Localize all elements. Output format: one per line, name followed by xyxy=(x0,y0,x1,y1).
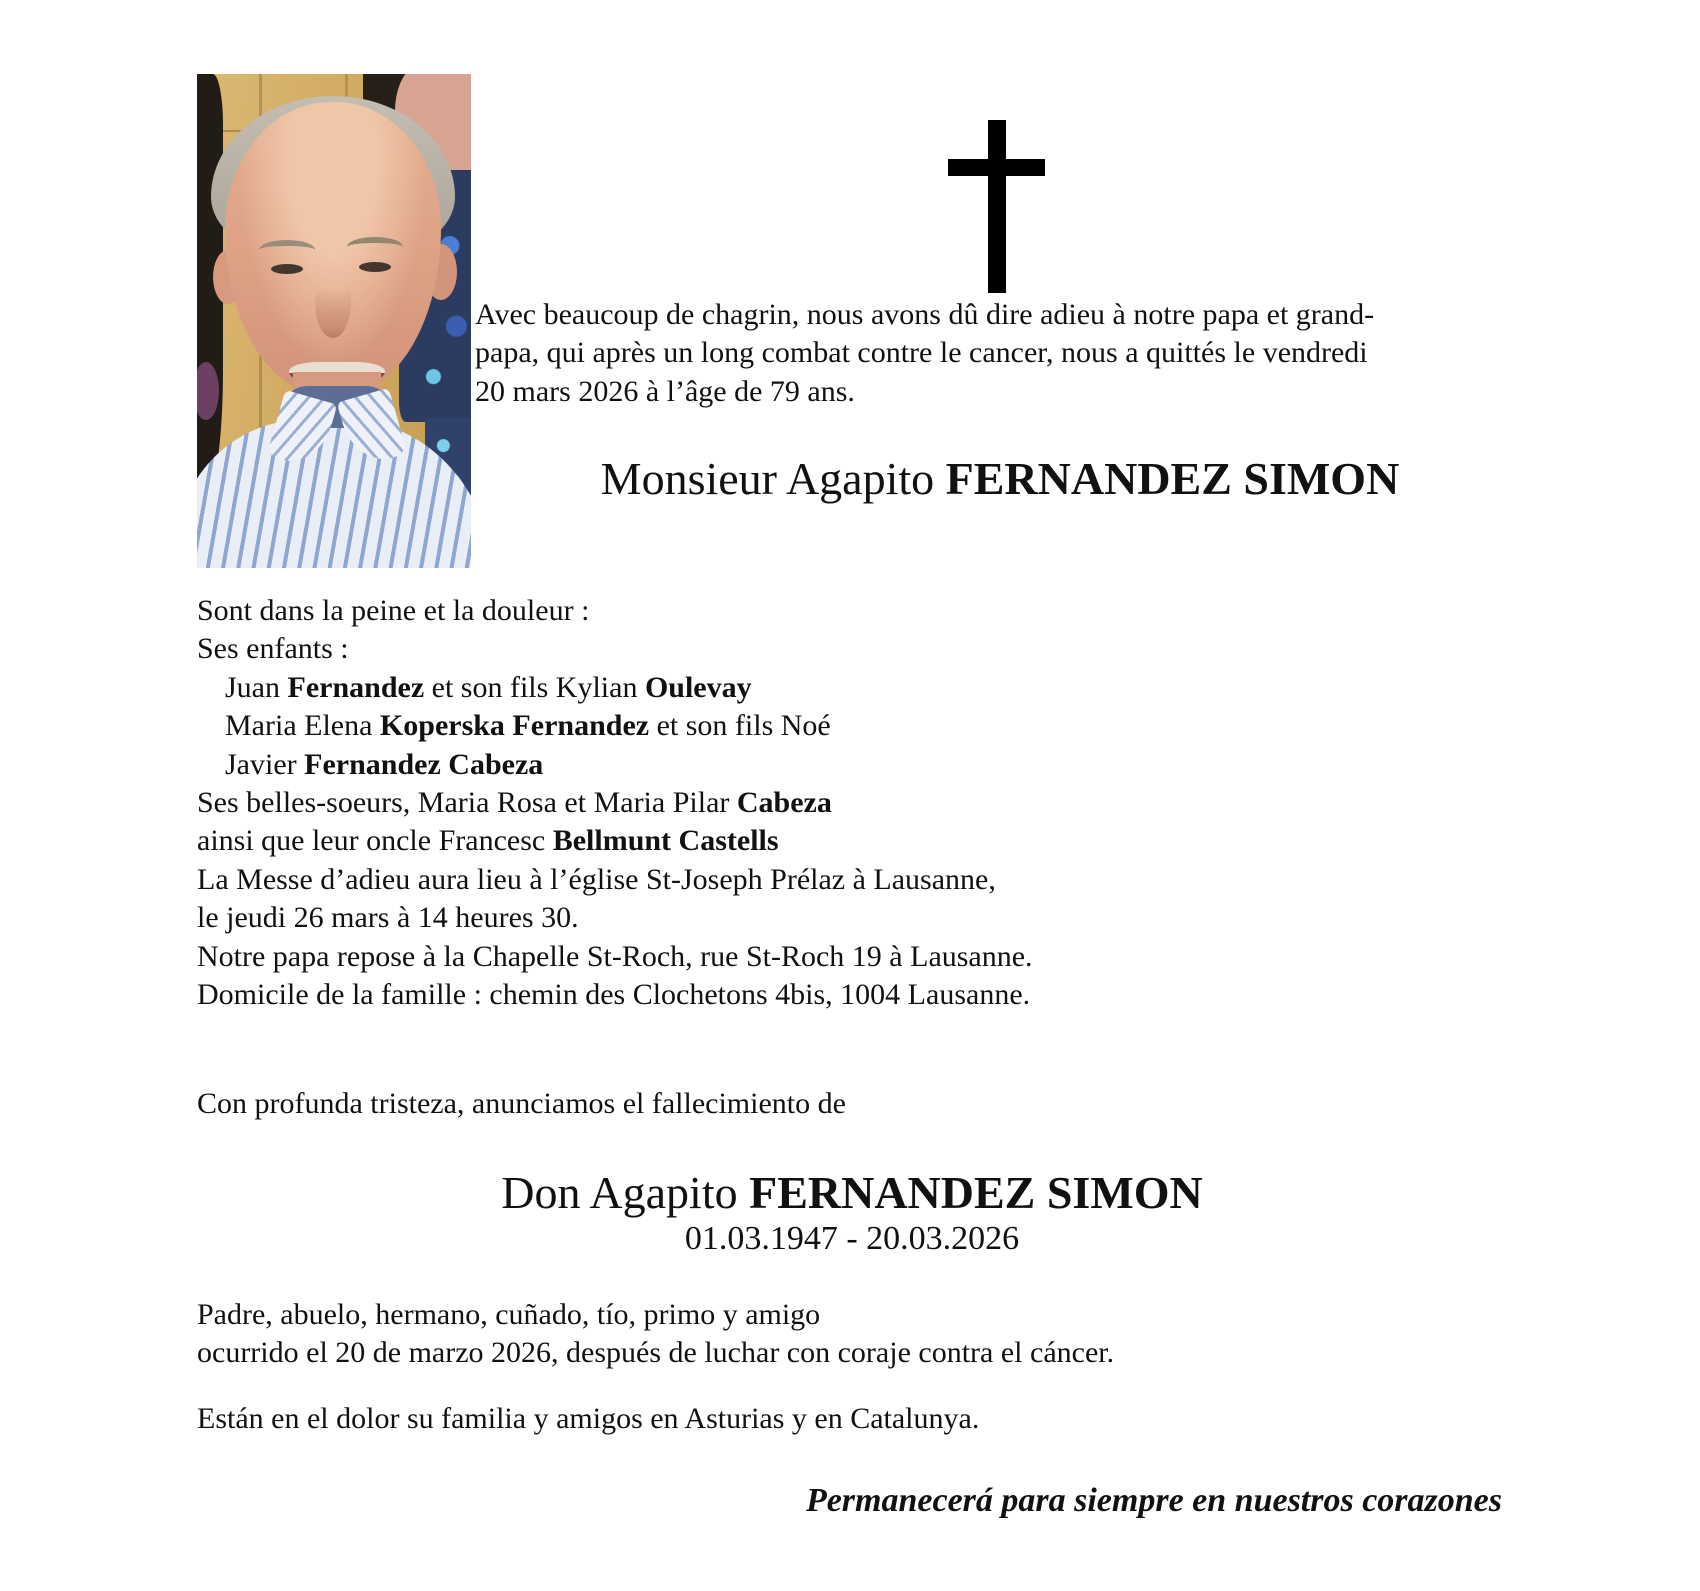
cross-vertical-bar xyxy=(988,120,1006,293)
text-line: 20 mars 2026 à l’âge de 79 ans. xyxy=(475,374,855,408)
title-surname: FERNANDEZ SIMON xyxy=(749,1167,1203,1218)
photo-eye xyxy=(359,262,391,272)
cross-horizontal-bar xyxy=(948,159,1045,176)
photo-eyebrow xyxy=(259,240,315,260)
text-line: ainsi que leur oncle Francesc Bellmunt Castells xyxy=(197,824,779,858)
french-intro-paragraph xyxy=(475,296,1374,411)
closing-epitaph: Permanecerá para siempre en nuestros corazones xyxy=(805,1482,1502,1519)
spanish-mourners-line: Están en el dolor su familia y amigos en Asturias y en Catalunya. xyxy=(197,1402,980,1435)
french-mourning-list xyxy=(197,592,1033,1014)
text-line: papa, qui après un long combat contre le cancer, nous a quittés le vendredi xyxy=(475,336,1368,370)
title-prefix: Don Agapito xyxy=(501,1167,750,1218)
text-line: Padre, abuelo, hermano, cuñado, tío, primo y amigo xyxy=(197,1298,821,1331)
text-line: Avec beaucoup de chagrin, nous avons dû dire adieu à notre papa et grand- xyxy=(475,298,1375,331)
text-line: Notre papa repose à la Chapelle St-Roch, rue St-Roch 19 à Lausanne. xyxy=(197,939,1033,973)
spanish-relations-paragraph xyxy=(197,1296,1114,1373)
photo-nose xyxy=(315,266,351,338)
spanish-announcement: Con profunda tristeza, anunciamos el fallecimiento de xyxy=(197,1087,846,1120)
spanish-name-title xyxy=(152,1166,1552,1219)
text-line: Sont dans la peine et la douleur : xyxy=(197,594,590,627)
text-line: Ses belles-soeurs, Maria Rosa et Maria Pilar Cabeza xyxy=(197,786,832,820)
text-line: Maria Elena Koperska Fernandez et son fils Noé xyxy=(225,709,831,743)
title-prefix: Monsieur Agapito xyxy=(600,453,946,504)
text-line: ocurrido el 20 de marzo 2026, después de luchar con coraje contra el cáncer. xyxy=(197,1336,1115,1370)
photo-face xyxy=(225,102,441,394)
photo-eyebrow xyxy=(347,237,403,257)
portrait-photo xyxy=(197,74,471,568)
photo-eye xyxy=(271,264,303,274)
cross-icon xyxy=(948,120,1045,293)
title-surname: FERNANDEZ SIMON xyxy=(945,453,1400,504)
text-line: Javier Fernandez Cabeza xyxy=(225,747,544,781)
french-name-title xyxy=(460,452,1540,505)
text-line: La Messe d’adieu aura lieu à l’église St-Joseph Prélaz à Lausanne, xyxy=(197,862,996,896)
text-line: Ses enfants : xyxy=(197,632,349,666)
text-line: Juan Fernandez et son fils Kylian Oulevay xyxy=(225,670,752,704)
life-dates: 01.03.1947 - 20.03.2026 xyxy=(684,1220,1020,1257)
text-line: Domicile de la famille : chemin des Clochetons 4bis, 1004 Lausanne. xyxy=(197,978,1031,1012)
text-line: le jeudi 26 mars à 14 heures 30. xyxy=(197,901,579,935)
